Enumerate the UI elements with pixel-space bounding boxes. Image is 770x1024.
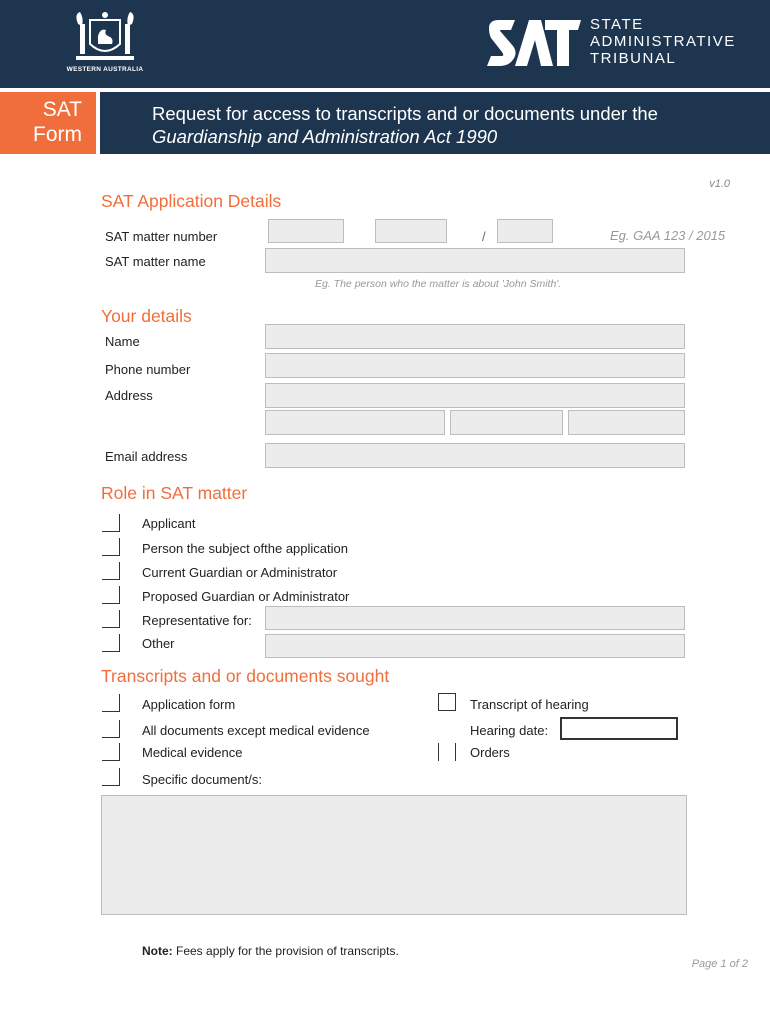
doc-label-all-documents: All documents except medical evidence <box>142 723 370 738</box>
matter-number-separator: / <box>482 229 486 244</box>
header-banner <box>0 0 770 88</box>
page-number: Page 1 of 2 <box>691 958 748 970</box>
title-line-2: Guardianship and Administration Act 1990 <box>152 126 498 147</box>
crest-icon <box>70 10 140 64</box>
form-tab <box>0 92 96 154</box>
logo-word-state: STATE <box>590 16 644 33</box>
logo-word-administrative: ADMINISTRATIVE <box>590 33 736 50</box>
other-role-field[interactable] <box>265 634 685 658</box>
role-checkbox-applicant[interactable] <box>102 514 120 532</box>
role-checkbox-current-guardian[interactable] <box>102 562 120 580</box>
hearing-date-label: Hearing date: <box>470 723 549 738</box>
name-field[interactable] <box>265 324 685 349</box>
role-checkbox-representative[interactable] <box>102 610 120 628</box>
specific-documents-textarea[interactable] <box>101 795 687 915</box>
doc-checkbox-application-form[interactable] <box>102 694 120 712</box>
tab-line-1: SAT <box>42 98 82 121</box>
doc-label-specific-documents: Specific document/s: <box>142 772 262 787</box>
doc-label-application-form: Application form <box>142 697 236 712</box>
name-label: Name <box>105 334 140 349</box>
doc-label-medical-evidence: Medical evidence <box>142 745 243 760</box>
phone-field[interactable] <box>265 353 685 378</box>
role-label-current-guardian: Current Guardian or Administrator <box>142 565 338 580</box>
matter-number-field-3[interactable] <box>497 219 553 243</box>
matter-number-field-2[interactable] <box>375 219 447 243</box>
role-checkbox-subject[interactable] <box>102 538 120 556</box>
note-bold: Note: <box>142 944 173 958</box>
address-postcode-field[interactable] <box>568 410 685 435</box>
matter-name-hint: Eg. The person who the matter is about 'John Smith'. <box>315 278 562 290</box>
note-text: Fees apply for the provision of transcripts. <box>172 944 399 958</box>
title-line-1: Request for access to transcripts and or documents under the <box>152 103 658 124</box>
doc-checkbox-transcript[interactable] <box>438 693 456 711</box>
matter-number-field-1[interactable] <box>268 219 344 243</box>
phone-label: Phone number <box>105 362 191 377</box>
address-label: Address <box>105 388 153 403</box>
matter-number-hint: Eg. GAA 123 / 2015 <box>610 228 726 243</box>
logo-word-tribunal: TRIBUNAL <box>590 50 677 67</box>
sat-logo-icon <box>485 16 583 72</box>
doc-label-orders: Orders <box>470 745 510 760</box>
representative-for-field[interactable] <box>265 606 685 630</box>
doc-label-transcript: Transcript of hearing <box>470 697 589 712</box>
section-application-heading: SAT Application Details <box>101 191 282 211</box>
role-checkbox-other[interactable] <box>102 634 120 652</box>
role-label-subject: Person the subject ofthe application <box>142 541 348 556</box>
email-field[interactable] <box>265 443 685 468</box>
version-label: v1.0 <box>709 178 730 190</box>
section-role-heading: Role in SAT matter <box>101 483 248 503</box>
role-label-representative: Representative for: <box>142 613 252 628</box>
sat-wordmark <box>590 16 736 67</box>
role-label-other: Other <box>142 636 175 651</box>
doc-checkbox-medical-evidence[interactable] <box>102 743 120 761</box>
matter-number-label: SAT matter number <box>105 229 218 244</box>
email-label: Email address <box>105 449 188 464</box>
doc-checkbox-all-documents[interactable] <box>102 720 120 738</box>
doc-checkbox-specific-documents[interactable] <box>102 768 120 786</box>
wa-crest <box>60 10 150 82</box>
address-suburb-field[interactable] <box>265 410 445 435</box>
matter-name-field[interactable] <box>265 248 685 273</box>
matter-name-label: SAT matter name <box>105 254 206 269</box>
fees-note <box>142 944 399 958</box>
section-your-details-heading: Your details <box>101 306 192 326</box>
crest-caption: WESTERN AUSTRALIA <box>66 66 144 73</box>
address-line-1-field[interactable] <box>265 383 685 408</box>
hearing-date-field[interactable] <box>560 717 678 740</box>
address-state-field[interactable] <box>450 410 563 435</box>
form-title <box>100 92 770 154</box>
section-docs-heading: Transcripts and or documents sought <box>101 666 390 686</box>
role-checkbox-proposed-guardian[interactable] <box>102 586 120 604</box>
doc-checkbox-orders[interactable] <box>438 743 456 761</box>
role-label-applicant: Applicant <box>142 516 196 531</box>
role-label-proposed-guardian: Proposed Guardian or Administrator <box>142 589 350 604</box>
tab-line-2: Form <box>33 123 82 146</box>
